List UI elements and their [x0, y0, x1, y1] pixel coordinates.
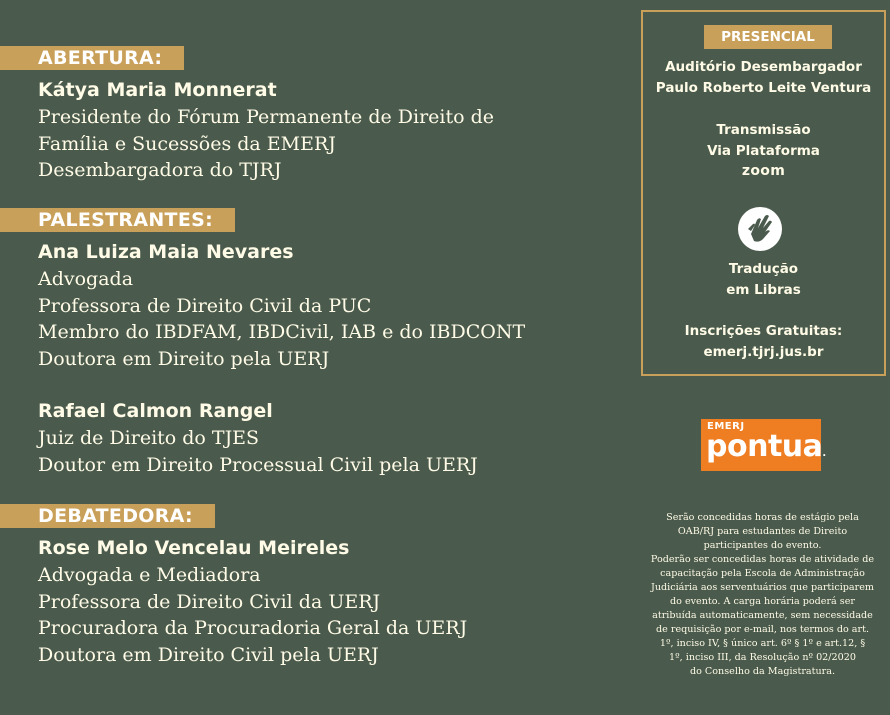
debatedora-block [38, 535, 467, 668]
debatedora-tag: DEBATEDORA: [0, 504, 215, 528]
speaker-line: Doutora em Direito pela UERJ [38, 347, 330, 370]
speaker-name: Ana Luiza Maia Nevares [38, 241, 294, 263]
debatedora-line: Doutora em Direito Civil pela UERJ [38, 643, 379, 666]
transmission-text [643, 120, 884, 180]
note-line: do evento. A carga horária poderá ser [669, 596, 855, 607]
speaker-line: Doutor em Direito Processual Civil pela UERJ [38, 453, 478, 476]
debatedora-name: Rose Melo Vencelau Meireles [38, 537, 350, 559]
translation-line: Tradução [728, 261, 799, 277]
venue-line: Paulo Roberto Leite Ventura [655, 80, 872, 96]
note-line: Judiciária aos serventuários que participarem [651, 582, 874, 593]
note-line: Poderão ser concedidas horas de atividade de [650, 554, 875, 565]
abertura-tag: ABERTURA: [0, 46, 184, 70]
event-info-panel [641, 10, 886, 376]
note-line: 1º, inciso III, da Resolução nº 02/2020 [669, 652, 856, 663]
speaker-block [38, 398, 478, 478]
abertura-line: Desembargadora do TJRJ [38, 159, 282, 181]
note-line: de requisição por e-mail, nos termos do art. [655, 624, 870, 635]
note-line: atribuída automaticamente, sem necessidade [652, 610, 873, 621]
note-line: capacitação pela Escola de Administração [660, 568, 865, 579]
registration-line: Inscrições Gratuitas: [684, 323, 843, 339]
note-line: 1º, inciso IV, § único art. 6º § 1º e art.12, § [659, 638, 866, 649]
logo-emerj-text: EMERJ [707, 421, 745, 432]
note-line: Serão concedidas horas de estágio pela [666, 512, 859, 523]
debatedora-line: Advogada e Mediadora [38, 564, 261, 586]
note-line: participantes do evento. [703, 540, 822, 551]
speaker-name: Rafael Calmon Rangel [38, 400, 273, 422]
registration-url[interactable]: emerj.tjrj.jus.br [703, 344, 824, 360]
transmission-line: Via Plataforma [707, 143, 820, 159]
logo-pontua-text: pontua. [706, 429, 826, 464]
abertura-line: Presidente do Fórum Permanente de Direito de [38, 106, 495, 128]
translation-line: em Libras [726, 282, 801, 298]
emerj-pontua-logo [701, 419, 826, 471]
venue-text [643, 57, 884, 99]
abertura-name: Kátya Maria Monnerat [38, 79, 277, 101]
note-line: OAB/RJ para estudantes de Direito [677, 526, 848, 537]
abertura-block [38, 77, 494, 184]
speaker-line: Juiz de Direito do TJES [38, 427, 260, 449]
palestrantes-tag: PALESTRANTES: [0, 208, 235, 232]
speaker-line: Membro do IBDFAM, IBDCivil, IAB e do IBDCONT [38, 321, 526, 343]
abertura-line: Família e Sucessões da EMERJ [38, 132, 336, 155]
venue-line: Auditório Desembargador [665, 59, 862, 75]
speaker-block [38, 239, 525, 372]
transmission-line: Transmissão [716, 122, 811, 138]
debatedora-line: Professora de Direito Civil da UERJ [38, 590, 381, 613]
speaker-line: Advogada [38, 268, 134, 290]
note-line: do Conselho da Magistratura. [689, 666, 836, 677]
debatedora-line: Procuradora da Procuradoria Geral da UERJ [38, 617, 468, 639]
zoom-label: zoom [741, 163, 786, 179]
translation-text [643, 259, 884, 301]
certification-note [640, 511, 885, 679]
registration-text [643, 321, 884, 363]
presencial-badge: PRESENCIAL [704, 25, 832, 49]
sign-language-icon [738, 207, 782, 251]
speaker-line: Professora de Direito Civil da PUC [38, 294, 372, 317]
